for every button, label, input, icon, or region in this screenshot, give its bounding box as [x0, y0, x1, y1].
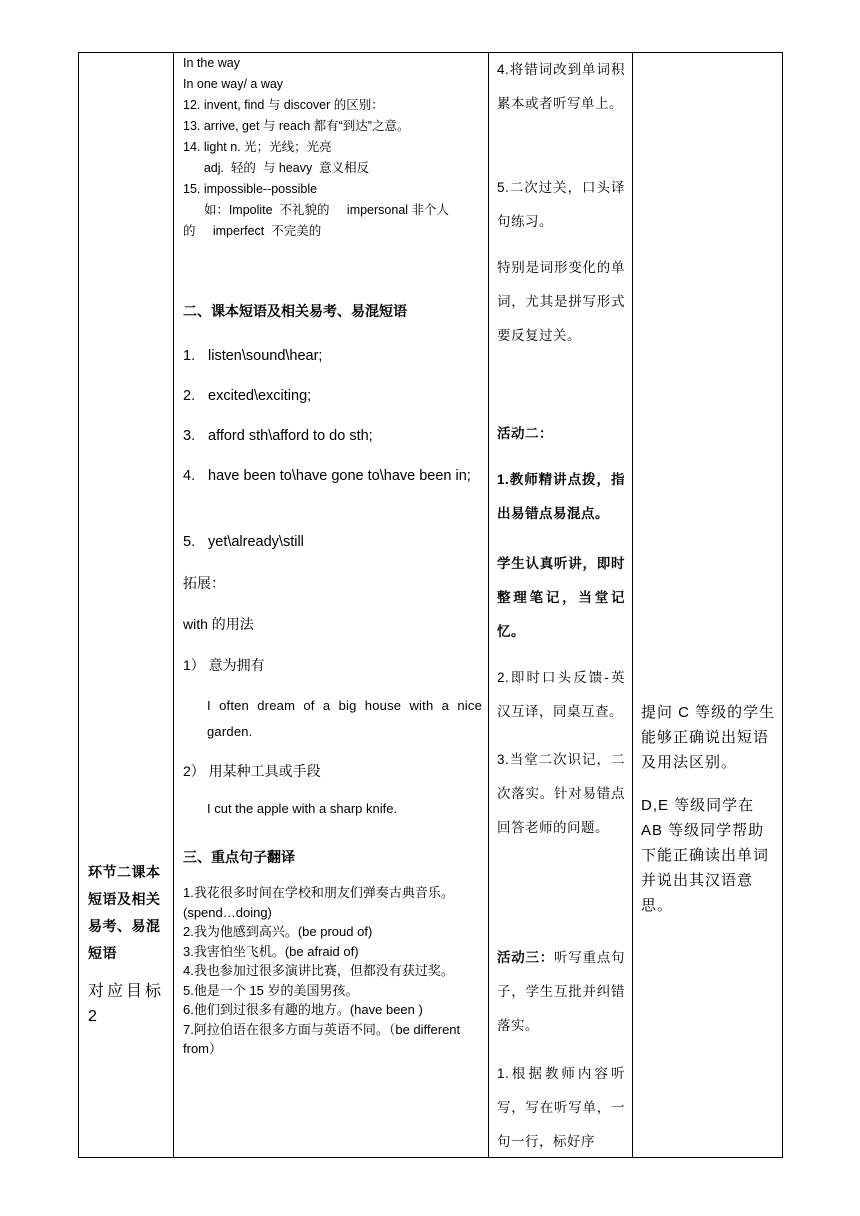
sentence-item: 1.我花很多时间在学校和朋友们弹奏古典音乐。(spend…doing) — [183, 885, 454, 920]
note-line: 13. arrive, get 与 reach 都有“到达”之意。 — [183, 119, 410, 133]
with-usage-title: with 的用法 — [183, 616, 254, 632]
lesson-plan-table — [78, 52, 783, 1158]
note-line: 如：Impolite 不礼貌的 impersonal 非个人 — [183, 203, 450, 217]
usage2-example: I cut the apple with a sharp knife. — [207, 801, 398, 816]
note-line: 12. invent, find 与 discover 的区别： — [183, 98, 384, 112]
activity-text: 4.将错词改到单词积累本或者听写单上。 — [497, 62, 625, 111]
activity3-text: 活动三：听写重点句子，学生互批并纠错落实。 — [497, 950, 625, 1033]
sentence-item: 6.他们到过很多有趣的地方。(have been ) — [183, 1002, 423, 1017]
word-notes — [183, 53, 488, 242]
sentence-item: 2.我为他感到高兴。(be proud of) — [183, 924, 373, 939]
stage-column — [79, 53, 173, 1157]
content-column: In the way In one way/ a way 12. invent, find 与 discover 的区别： 13. arrive, get 与 reach 都有“到达”之意。 14. light n. 光；光线；光亮 adj. 轻的 与 heavy 意义相反 15. impossible--possible 如：Impolite 不礼貌的 impersonal 非个人 的 imperfect 不完美的 二、课本短语及相关易考、易混短语 1. listen\sound\hear; 2. excited\exciting; 3. afford sth\afford to do sth; 4. have been to\have gone to\have been in; 5. yet\already\still 拓展： with 的用法 1） 意为拥有 I often dream of a big house with a nice garden. 2） 用某种工具或手段 I cut the apple with a sharp knife. 三、重点句子翻译 1.我花很多时间在学校和朋友们弹奏古典音乐。(spend…doing) 2.我为他感到高兴。(be proud of) 3.我害怕坐飞机。(be afraid of) 4.我也参加过很多演讲比赛，但都没有获过奖。 5.他是一个 15 岁的美国男孩。 6.他们到过很多有趣的地方。(have been ) 7.阿拉伯语在很多方面与英语不同。（be different from） — [174, 53, 488, 1157]
activity2-title: 活动二： — [497, 426, 553, 441]
usage1-example: I often dream of a big house with a nice garden. — [207, 698, 482, 739]
activity2-student: 学生认真听讲，即时整理笔记，当堂记忆。 — [497, 556, 625, 639]
section2-heading: 二、课本短语及相关易考、易混短语 — [183, 303, 407, 319]
assessment-column — [633, 53, 782, 1157]
note-line: 15. impossible--possible — [183, 182, 318, 196]
sentence-list — [183, 883, 485, 1059]
activity-text: 5.二次过关，口头译句练习。 — [497, 180, 625, 229]
assessment-text: 提问 C 等级的学生能够正确说出短语及用法区别。 — [641, 704, 776, 771]
expand-label: 拓展： — [183, 575, 225, 591]
activity-text: 2.即时口头反馈-英汉互译，同桌互查。 — [497, 670, 625, 719]
target-label: 对应目标2 — [88, 983, 165, 1025]
sentence-item: 4.我也参加过很多演讲比赛，但都没有获过奖。 — [183, 963, 454, 978]
note-line: adj. 轻的 与 heavy 意义相反 — [183, 161, 370, 175]
note-line: In the way — [183, 56, 240, 70]
usage1-label: 1） 意为拥有 — [183, 657, 265, 673]
activity-text: 特别是词形变化的单词，尤其是拼写形式要反复过关。 — [497, 260, 625, 343]
note-line: 的 imperfect 不完美的 — [183, 224, 322, 238]
section3-heading: 三、重点句子翻译 — [183, 849, 295, 865]
sentence-item: 7.阿拉伯语在很多方面与英语不同。（be different from） — [183, 1021, 461, 1056]
activity2-teacher: 1.教师精讲点拨，指出易错点易混点。 — [497, 472, 625, 521]
note-line: In one way/ a way — [183, 77, 284, 91]
activity-text: 3.当堂二次识记，二次落实。针对易错点回答老师的问题。 — [497, 752, 625, 835]
stage-title: 环节二课本短语及相关易考、易混短语 — [88, 864, 161, 961]
activity-text: 1.根据教师内容听写，写在听写单，一句一行，标好序 — [497, 1066, 625, 1149]
assessment-text: D,E 等级同学在 AB 等级同学帮助下能正确读出单词并说出其汉语意思。 — [641, 797, 770, 914]
note-line: 14. light n. 光；光线；光亮 — [183, 140, 332, 154]
sentence-item: 5.他是一个 15 岁的美国男孩。 — [183, 982, 359, 998]
usage2-label: 2） 用某种工具或手段 — [183, 763, 321, 779]
activity-column — [489, 53, 632, 1157]
activity3-title: 活动三： — [497, 950, 554, 965]
sentence-item: 3.我害怕坐飞机。(be afraid of) — [183, 943, 359, 959]
